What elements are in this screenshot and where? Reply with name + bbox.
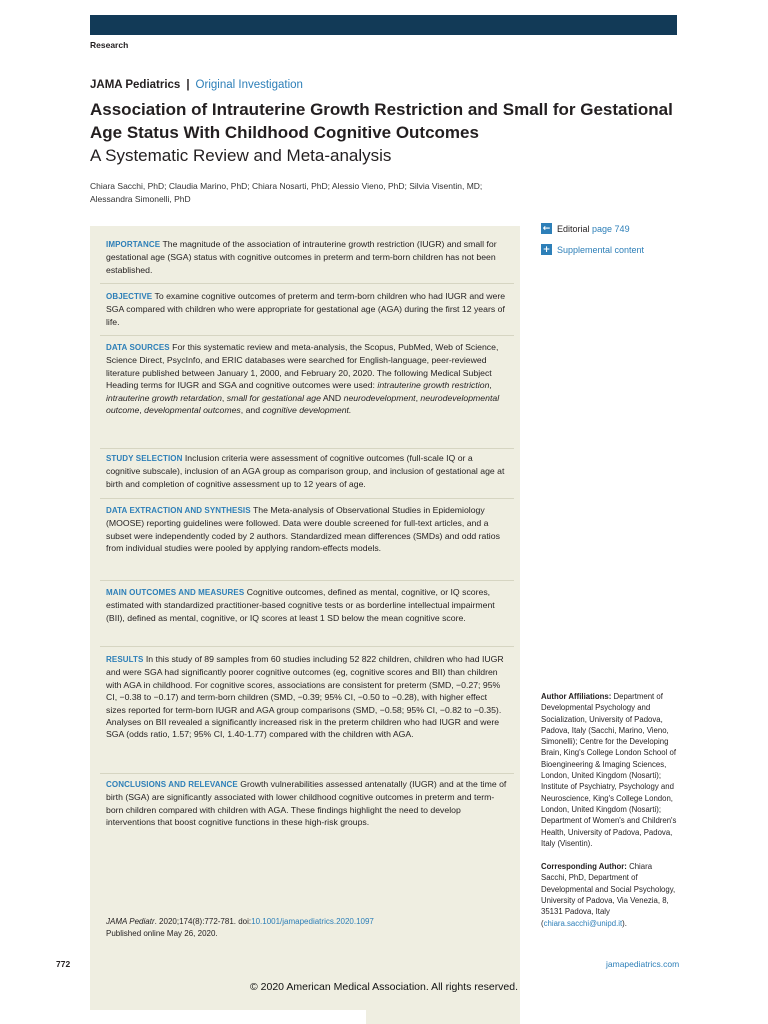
conclusions-text: Growth vulnerabilities assessed antenatally (IUGR) and at the time of birth (SGA) are significantly associated with lower childhood cognitive outcomes in preterm and term-born children compared with children with AGA. These findings highlight the need to develop interventions that boost cognitive functions in these high-risk groups. xyxy=(106,779,507,828)
study-selection-heading: STUDY SELECTION xyxy=(106,454,183,463)
supplemental-label[interactable]: Supplemental content xyxy=(557,244,645,255)
article-subtitle: A Systematic Review and Meta-analysis xyxy=(90,146,392,165)
main-outcomes-text: Cognitive outcomes, defined as mental, cognitive, or IQ scores, estimated with standardized practitioner-based cognitive tests or as borderline intellectual impairment (BII), defined as mental, cognitive, or IQ scores at least 1 SD below the mean cognitive score. xyxy=(106,587,495,623)
abstract-results xyxy=(106,653,508,741)
corresponding-block xyxy=(541,861,677,929)
term-separator: , xyxy=(415,392,421,403)
authors-line-1: Chiara Sacchi, PhD; Claudia Marino, PhD; Chiara Nosarti, PhD; Alessio Vieno, PhD; Silvia Visentin, MD; xyxy=(90,181,483,191)
results-heading: RESULTS xyxy=(106,655,144,664)
term-separator: , xyxy=(221,392,227,403)
abstract-conclusions xyxy=(106,778,508,829)
abstract-importance xyxy=(106,238,508,276)
abstract-extraction xyxy=(106,504,508,555)
data-sources-text: For this systematic review and meta-analysis, the Scopus, PubMed, Web of Science, Science Direct, PsycInfo, and ERIC databases were searched for English-language, peer-reviewed literature published between January 1, 2000, and February 20, 2020. The following Medical Subject Heading terms for IUGR and SGA and cognitive outcomes were used: xyxy=(106,342,499,391)
author-list xyxy=(90,180,510,205)
corresponding-heading: Corresponding Author: xyxy=(541,862,627,872)
objective-heading: OBJECTIVE xyxy=(106,292,153,301)
affiliations-text: Department of Developmental Psychology and Socialization, University of Padova, Padova, Italy (Sacchi, Marino, Vieno, Simonelli); Centre for the Developing Brain, King's College London School of Bioengineering & Imaging Sciences, London, United Kingdom (Nosarti); Institute of Psychiatry, Psychology and Neuroscience, King's College London, London, United Kingdom (Nosarti); Department of Women's and Children's Health, University of Padova, Padova, Italy (Visentin). xyxy=(541,692,677,848)
results-text: In this study of 89 samples from 60 studies including 52 822 children, children who had IUGR and were SGA had significantly poorer cognitive outcomes (eg, cognitive scores and BII) than children with AGA in childhood. For cognitive scores, associations are consistent for preterm (SMD, −0.27; 95% CI, −0.38 to −0.17) and term-born children (SMD, −0.39; 95% CI, −0.50 to −0.28), with higher effect sizes reported for term-born IUGR and AGA group comparisons (SMD, −0.58; 95% CI, −0.82 to −0.35). Analyses on BII revealed a significantly increased risk in the preterm children who had IUGR and were SGA (odds ratio, 1.57; 95% CI, 1.40-1.77) compared with the children with AGA. xyxy=(106,654,504,740)
abstract-divider xyxy=(100,773,514,774)
corresponding-close: ). xyxy=(622,918,627,928)
author-affiliations xyxy=(541,691,677,929)
journal-separator: | xyxy=(186,79,190,91)
importance-heading: IMPORTANCE xyxy=(106,240,161,249)
extraction-heading: DATA EXTRACTION AND SYNTHESIS xyxy=(106,506,251,515)
journal-name: JAMA Pediatrics xyxy=(90,79,181,91)
citation-block xyxy=(106,916,374,940)
article-title: Association of Intrauterine Growth Restriction and Small for Gestational Age Status With Childhood Cognitive Outcomes xyxy=(90,100,673,142)
plus-icon: + xyxy=(542,244,551,255)
editorial-label: Editorial xyxy=(557,223,590,234)
main-outcomes-heading: MAIN OUTCOMES AND MEASURES xyxy=(106,588,245,597)
abstract-divider xyxy=(100,283,514,284)
term-separator: , xyxy=(489,380,492,391)
editorial-page-link[interactable]: page 749 xyxy=(592,223,630,234)
term-separator: , and xyxy=(240,405,263,416)
abstract-divider xyxy=(100,335,514,336)
conclusions-heading: CONCLUSIONS AND RELEVANCE xyxy=(106,780,238,789)
objective-text: To examine cognitive outcomes of preterm and term-born children who had IUGR and were SGA compared with children who were appropriate for gestational age (AGA) during the first 12 years of life. xyxy=(106,291,506,327)
authors-line-2: Alessandra Simonelli, PhD xyxy=(90,193,191,204)
mesh-term: intrauterine growth restriction xyxy=(377,380,490,391)
back-arrow-icon: ← xyxy=(542,223,551,234)
study-selection-text: Inclusion criteria were assessment of cognitive outcomes (full-scale IQ or a cognitive subscale), inclusion of an AGA group as comparison group, and inclusion of gestational age at birth and completion of cognitive assessment up to 12 years of age. xyxy=(106,453,505,489)
affiliations-heading: Author Affiliations: xyxy=(541,692,612,701)
doi-link[interactable]: 10.1001/jamapediatrics.2020.1097 xyxy=(251,917,374,926)
journal-url-link[interactable]: jamapediatrics.com xyxy=(606,959,680,969)
mesh-term: intrauterine growth retardation xyxy=(106,392,222,403)
mesh-term: neurodevelopmental outcome xyxy=(106,392,500,416)
header-color-bar xyxy=(90,15,677,35)
editorial-link[interactable] xyxy=(541,223,630,234)
mesh-term: developmental outcomes xyxy=(144,405,241,416)
copyright-notice: © 2020 American Medical Association. All rights reserved. xyxy=(250,981,519,993)
abstract-study-selection xyxy=(106,452,508,490)
page-bottom-gap xyxy=(90,1010,366,1024)
importance-text: The magnitude of the association of intrauterine growth restriction (IUGR) and small for gestational age (SGA) status with cognitive outcomes in preterm and term-born children has not been established. xyxy=(106,239,497,275)
supplemental-link[interactable] xyxy=(541,244,644,255)
mesh-term: small for gestational age xyxy=(226,392,321,403)
citation-journal: JAMA Pediatr xyxy=(106,917,155,926)
abstract-divider xyxy=(100,498,514,499)
section-label: Research xyxy=(90,40,129,50)
corresponding-text: Chiara Sacchi, PhD, Department of Developmental and Social Psychology, University of Padova, Via Venezia, 8, 35131 Padova, Italy ( xyxy=(541,862,676,928)
data-sources-heading: DATA SOURCES xyxy=(106,343,170,352)
article-type[interactable]: Original Investigation xyxy=(195,79,303,91)
journal-header xyxy=(90,79,303,91)
mesh-term: cognitive development. xyxy=(262,405,352,416)
abstract-objective xyxy=(106,290,508,328)
citation-line xyxy=(106,916,374,928)
abstract-divider xyxy=(100,580,514,581)
abstract-data-sources xyxy=(106,341,508,416)
abstract-main-outcomes xyxy=(106,586,508,624)
term-separator: , xyxy=(139,405,145,416)
term-separator: AND xyxy=(320,392,344,403)
abstract-divider xyxy=(100,448,514,449)
extraction-text: The Meta-analysis of Observational Studies in Epidemiology (MOOSE) reporting guidelines were followed. Data were double screened for full-text articles, and a subset were independently coded by 2 authors. Standardized mean differences (SMDs) and odd ratios from individual studies were pooled by applying random-effects models. xyxy=(106,505,500,554)
page-number: 772 xyxy=(56,959,71,969)
affiliations-block xyxy=(541,691,677,849)
citation-details: . 2020;174(8):772-781. doi: xyxy=(154,917,252,926)
corresponding-email-link[interactable]: chiara.sacchi@unipd.it xyxy=(543,918,623,928)
abstract-divider xyxy=(100,646,514,647)
published-date: Published online May 26, 2020. xyxy=(106,929,218,938)
mesh-term: neurodevelopment xyxy=(343,392,416,403)
abstract-box xyxy=(90,226,520,1024)
